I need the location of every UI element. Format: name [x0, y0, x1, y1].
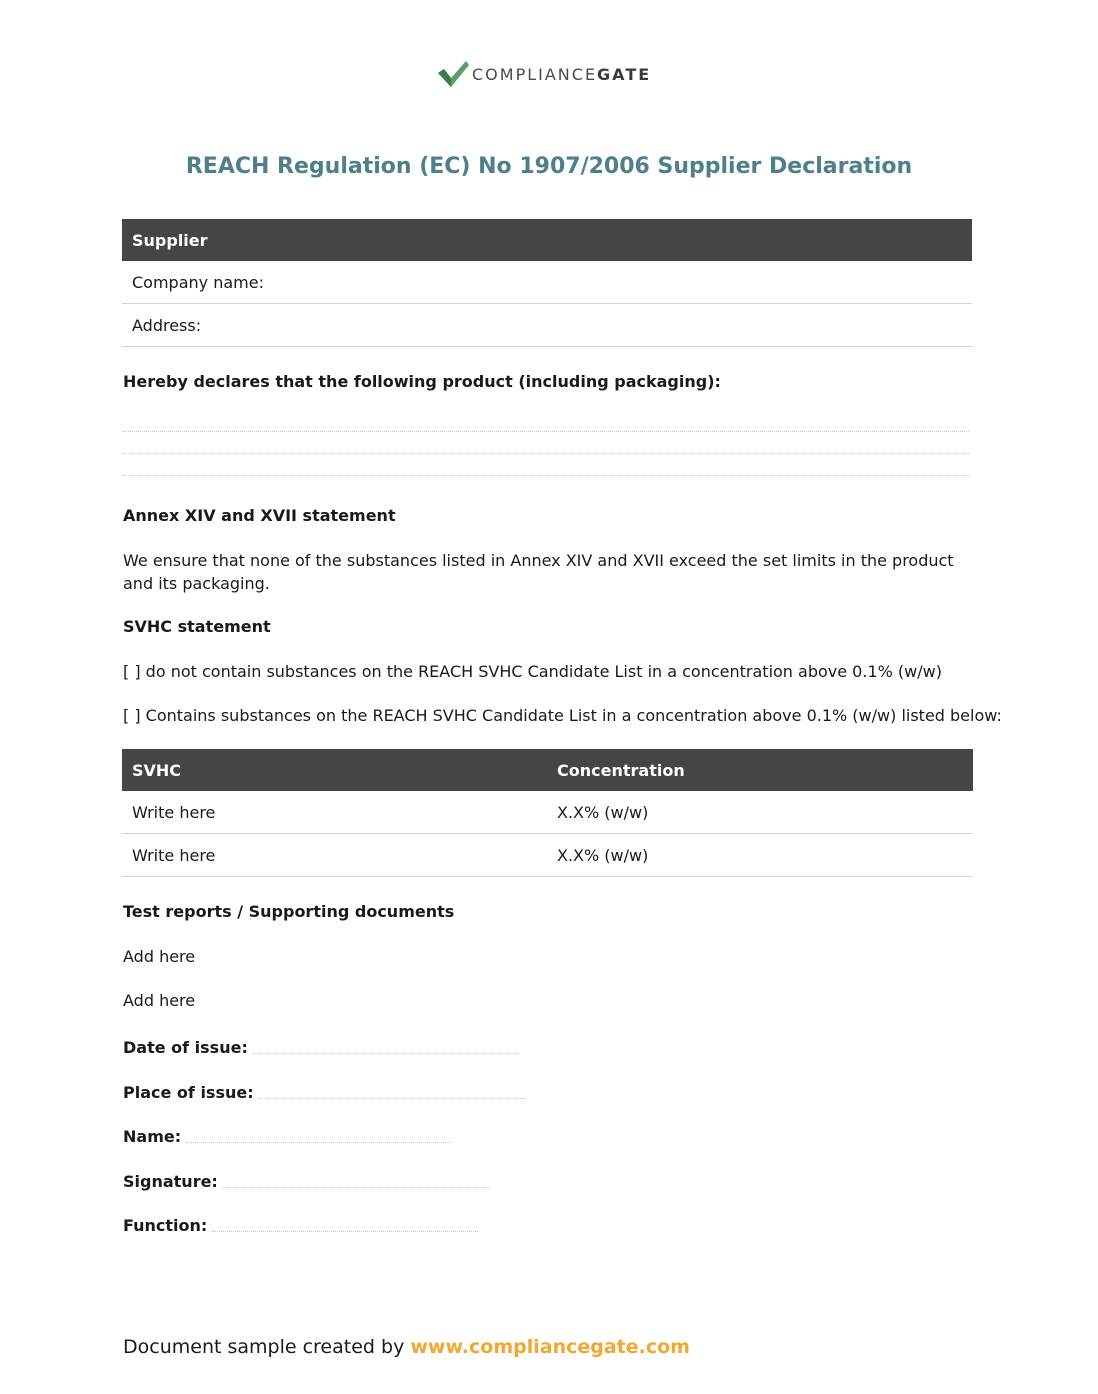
- svhc-column-header: SVHC: [132, 760, 182, 780]
- function-line[interactable]: [212, 1231, 478, 1232]
- function-label: Function:: [123, 1216, 208, 1235]
- table-row: [122, 304, 972, 347]
- declaration-heading: Hereby declares that the following product (including packaging):: [123, 372, 721, 391]
- annex-text: We ensure that none of the substances listed in Annex XIV and XVII exceed the set limits in the product and its packaging.: [123, 551, 954, 593]
- svhc-cell[interactable]: Write here: [132, 845, 216, 865]
- product-line-2[interactable]: [123, 453, 969, 454]
- supplier-header-label: Supplier: [132, 230, 208, 250]
- supplier-table-header: [122, 219, 972, 261]
- footer-prefix: Document sample created by: [123, 1336, 411, 1358]
- report-item[interactable]: Add here: [123, 991, 196, 1010]
- svhc-table: [122, 749, 973, 877]
- table-row: [122, 261, 972, 304]
- concentration-cell[interactable]: X.X% (w/w): [557, 845, 649, 865]
- signature-line[interactable]: [223, 1187, 489, 1188]
- date-of-issue-line[interactable]: [253, 1053, 519, 1054]
- signature-label: Signature:: [123, 1172, 218, 1191]
- signature-field[interactable]: [123, 1172, 489, 1191]
- reports-heading: Test reports / Supporting documents: [123, 902, 455, 921]
- address-label: Address:: [132, 315, 202, 335]
- place-of-issue-line[interactable]: [259, 1098, 525, 1099]
- table-row: [122, 791, 973, 834]
- footer: [123, 1336, 690, 1358]
- document-title: REACH Regulation (EC) No 1907/2006 Supplier Declaration: [185, 154, 913, 179]
- svhc-table-header: [122, 749, 973, 791]
- company-logo: [436, 58, 651, 90]
- product-line-1[interactable]: [123, 431, 969, 432]
- concentration-column-header: Concentration: [557, 760, 685, 780]
- table-row: [122, 834, 973, 877]
- place-of-issue-field[interactable]: [123, 1083, 525, 1102]
- svhc-cell[interactable]: Write here: [132, 802, 216, 822]
- concentration-cell[interactable]: X.X% (w/w): [557, 802, 649, 822]
- supplier-table: [122, 219, 972, 347]
- footer-link[interactable]: www.compliancegate.com: [410, 1336, 690, 1358]
- logo-text-light: COMPLIANCE: [472, 64, 598, 84]
- svhc-option-none[interactable]: [ ] do not contain substances on the REACH SVHC Candidate List in a concentration above 0.1% (w/w): [123, 662, 942, 681]
- name-label: Name:: [123, 1127, 182, 1146]
- name-field[interactable]: [123, 1127, 452, 1146]
- company-name-label: Company name:: [132, 272, 264, 292]
- place-of-issue-label: Place of issue:: [123, 1083, 254, 1102]
- function-field[interactable]: [123, 1216, 478, 1235]
- product-line-3[interactable]: [123, 475, 969, 476]
- checkmark-icon: [436, 59, 470, 89]
- name-line[interactable]: [186, 1142, 452, 1143]
- date-of-issue-field[interactable]: [123, 1038, 519, 1057]
- svhc-option-contains[interactable]: [ ] Contains substances on the REACH SVHC Candidate List in a concentration above 0.1% (w/w) listed below:: [123, 706, 1002, 725]
- logo-text-bold: GATE: [597, 64, 652, 84]
- logo-wordmark: [472, 65, 651, 84]
- report-item[interactable]: Add here: [123, 947, 196, 966]
- annex-heading: Annex XIV and XVII statement: [123, 506, 396, 525]
- date-of-issue-label: Date of issue:: [123, 1038, 248, 1057]
- svhc-heading: SVHC statement: [123, 617, 271, 636]
